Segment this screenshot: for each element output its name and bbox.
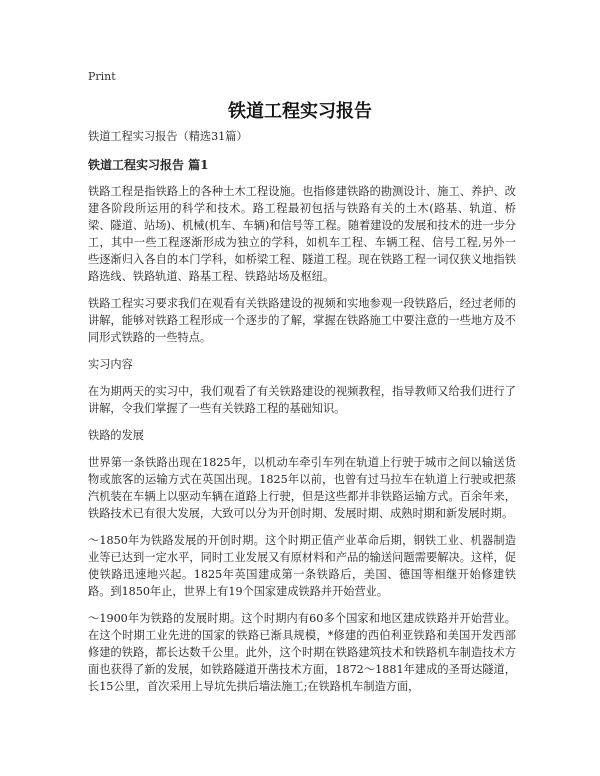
label-practice-content: 实习内容 — [88, 358, 133, 371]
page-title: 铁道工程实习报告 — [228, 101, 372, 122]
paragraph-pioneer-period: ～1850年为铁路发展的开创时期。这个时期正值产业革命后期，钢铁工业、机器制造业等已达到一定水平，同时工业发展又有原材料和产品的输送问题需要解决。这样，促使铁路迅速地兴起。1825年英国建成第一条铁路后，美国、德国等相继开始修建铁路。到1850年止，世界上有19个国家建成铁路并开始营业。 — [88, 534, 516, 598]
paragraph-development-period: ～1900年为铁路的发展时期。这个时期内有60多个国家和地区建成铁路并开始营业。在这个时期工业先进的国家的铁路已渐具规模，*修建的西伯利亚铁路和美国开发西部修建的铁路，都长达数千公里。此外，这个时期在铁路建筑技术和铁路机车制造技术方面也获得了新的发展，如铁路隧道开凿技术方面，1872～1881年建成的圣哥达隧道，长15公里，首次采用上导坑先拱后墙法施工;在铁路机车制造方面， — [88, 612, 516, 693]
document-body — [88, 128, 516, 705]
print-link[interactable]: Print — [88, 70, 116, 83]
document-subtitle: 铁道工程实习报告（精选31篇） — [88, 130, 248, 143]
paragraph-intro: 铁路工程是指铁路上的各种土木工程设施。也指修建铁路的勘测设计、施工、养护、改建各阶段所运用的科学和技术。路工程最初包括与铁路有关的土木(路基、轨道、桥梁、隧道、站场)、机械(机车、车辆)和信号等工程。随着建设的发展和技术的进一步分工，其中一些工程逐渐形成为独立的学科，如机车工程、车辆工程、信号工程,另外一些逐渐归入各自的本门学科，如桥梁工程、隧道工程。现在铁路工程一词仅狭义地指铁路选线、铁路轨道、路基工程、铁路站场及枢纽。 — [88, 185, 516, 283]
paragraph-requirements: 铁路工程实习要求我们在观看有关铁路建设的视频和实地参观一段铁路后，经过老师的讲解，能够对铁路工程形成一个逐步的了解，掌握在铁路施工中要注意的一些地方及不同形式铁路的一些特点。 — [88, 297, 516, 344]
label-railway-development: 铁路的发展 — [88, 429, 144, 442]
paragraph-practice: 在为期两天的实习中，我们观看了有关铁路建设的视频教程，指导教师又给我们进行了讲解，令我们掌握了一些有关铁路工程的基础知识。 — [88, 385, 516, 415]
section-heading: 铁道工程实习报告 篇1 — [88, 158, 209, 172]
paragraph-first-railway: 世界第一条铁路出现在1825年，以机动车牵引车列在轨道上行驶于城市之间以输送货物或旅客的运输方式在英国出现。1825年以前，也曾有过马拉车在轨道上行驶或把蒸汽机装在车辆上以驱动车辆在道路上行驶，但是这些都并非铁路运输方式。百余年来，铁路技术已有很大发展，大致可以分为开创时期、发展时期、成熟时期和新发展时期。 — [88, 456, 516, 520]
